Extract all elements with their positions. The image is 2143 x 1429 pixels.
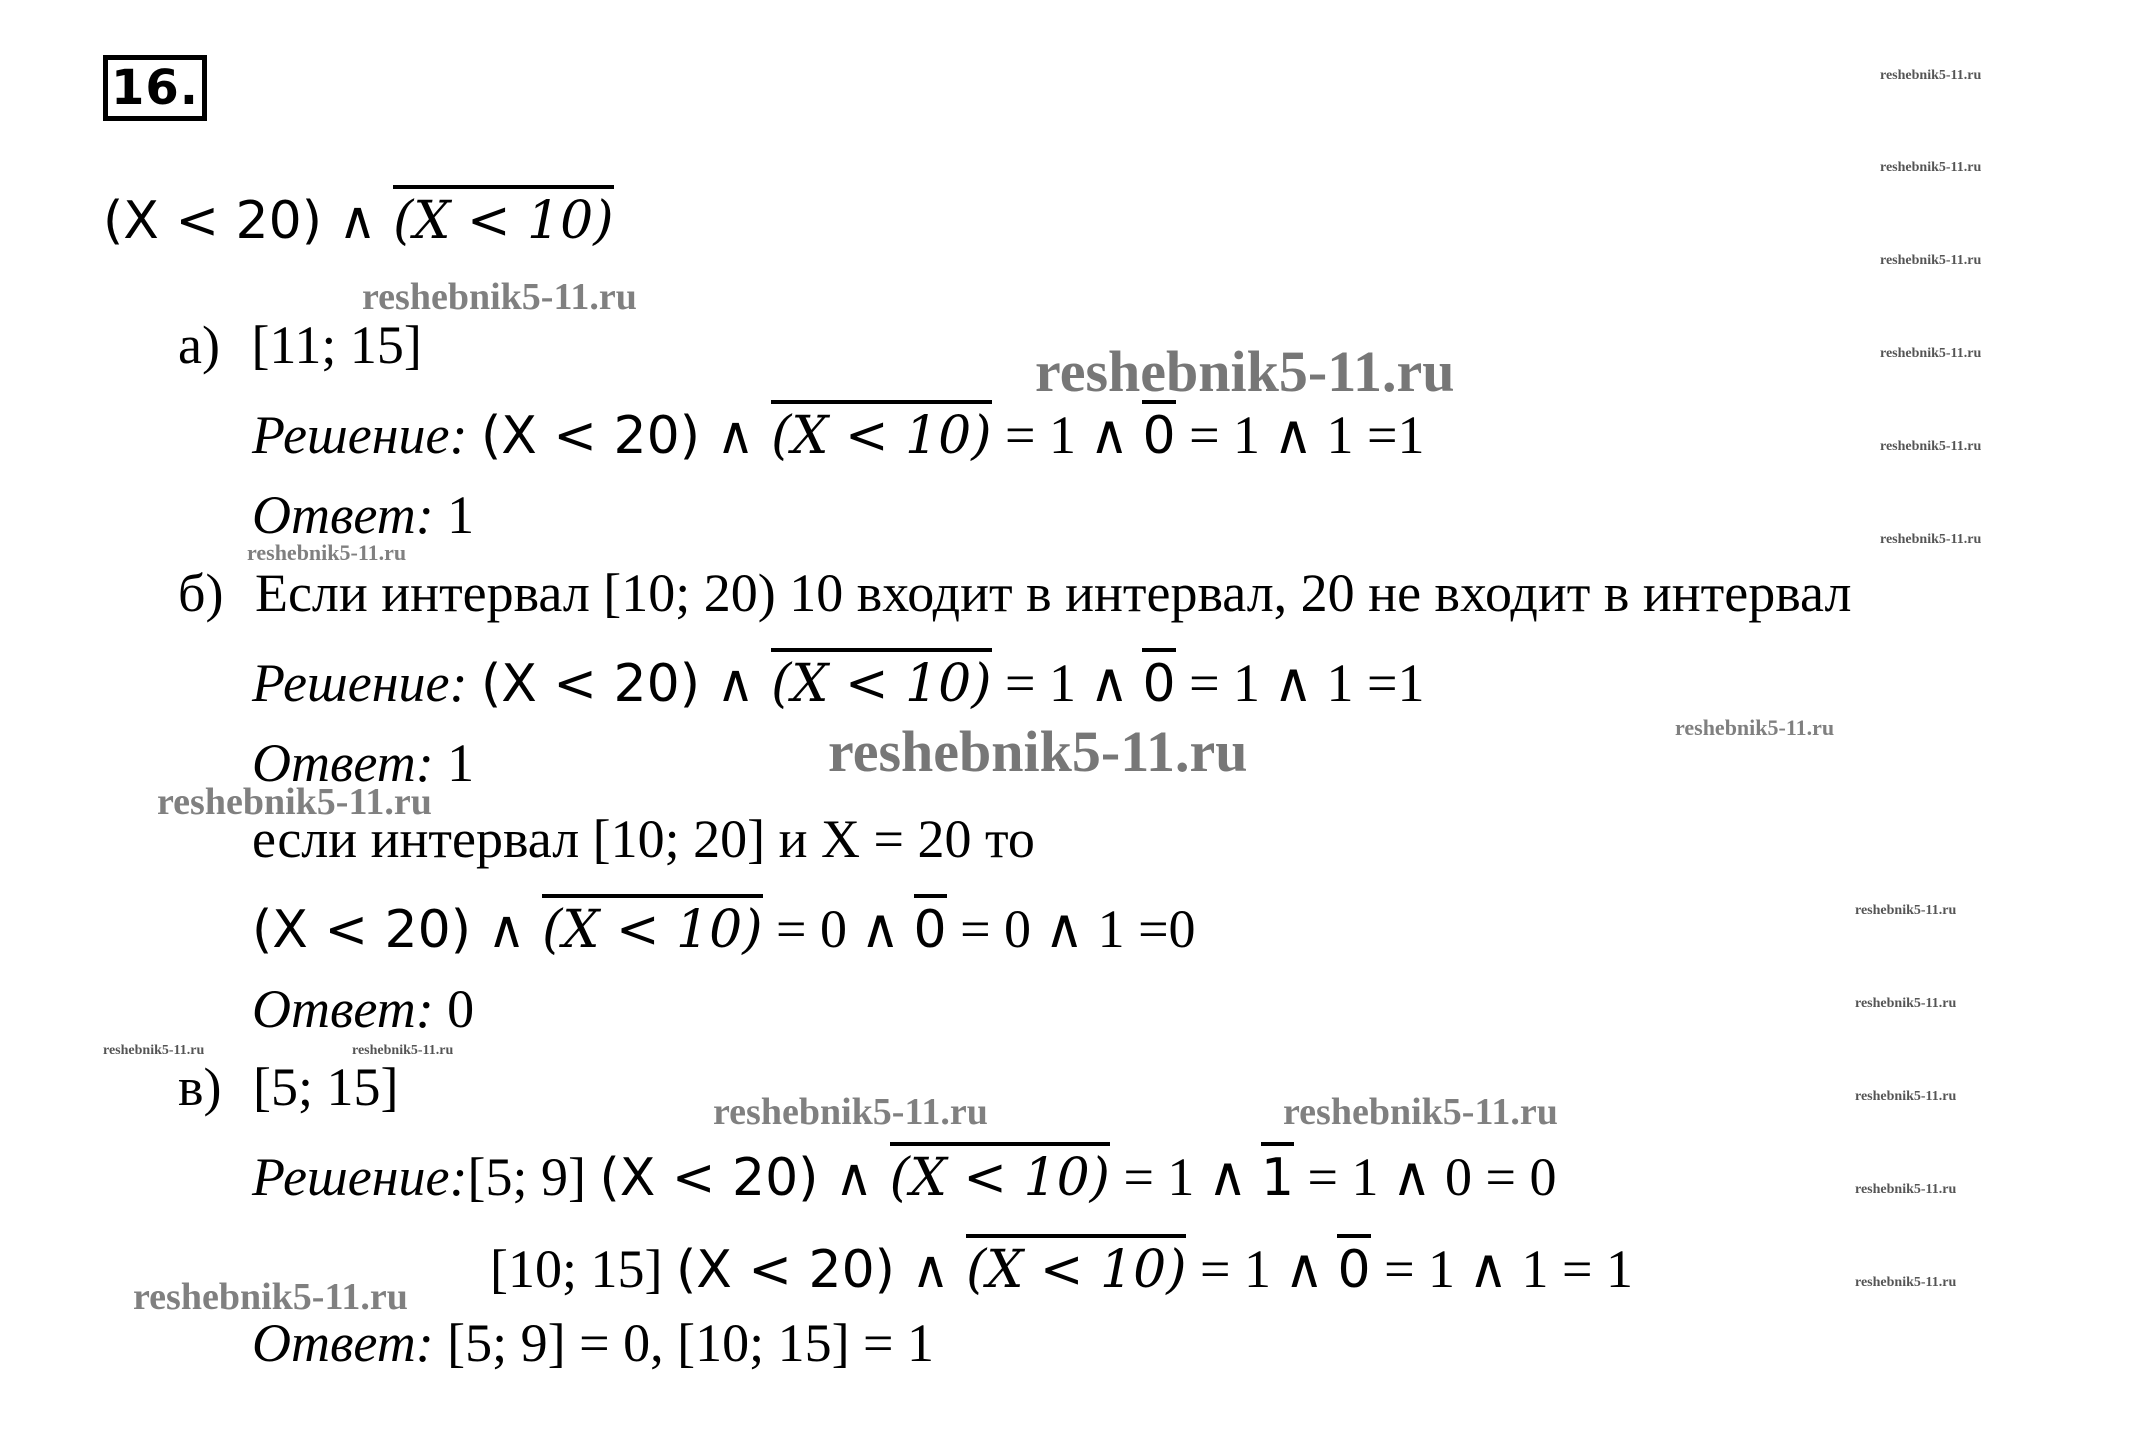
main-expression: (X < 20) ∧ (X < 10)	[103, 195, 614, 247]
part-b-answer-2: Ответ: 0	[252, 979, 475, 1039]
watermark: reshebnik5-11.ru	[1880, 253, 1982, 268]
part-a-answer: Ответ: 1	[252, 485, 475, 545]
watermark: reshebnik5-11.ru	[828, 719, 1248, 784]
watermark: reshebnik5-11.ru	[1880, 160, 1982, 175]
part-v-marker: в)	[178, 1057, 222, 1117]
watermark: reshebnik5-11.ru	[713, 1091, 988, 1133]
watermark: reshebnik5-11.ru	[1880, 532, 1982, 547]
watermark: reshebnik5-11.ru	[247, 540, 407, 565]
part-a-solution-label: Решение:	[252, 405, 468, 465]
part-v-solution-row-1: Решение:[5; 9] (X < 20) ∧ (X < 10) = 1 ∧ 1 = 1 ∧ 0 = 0	[252, 1150, 1556, 1204]
watermark: reshebnik5-11.ru	[1880, 68, 1982, 83]
watermark: reshebnik5-11.ru	[1855, 903, 1957, 918]
main-negation: (X < 10)	[393, 185, 613, 251]
watermark: reshebnik5-11.ru	[1035, 339, 1455, 404]
watermark: reshebnik5-11.ru	[103, 1043, 205, 1058]
watermark: reshebnik5-11.ru	[133, 1276, 408, 1318]
part-v-header	[178, 1057, 399, 1117]
problem-number: 16.	[103, 55, 207, 121]
part-b-answer-1: Ответ: 1	[252, 733, 475, 793]
part-b-text: Если интервал [10; 20) 10 входит в интервал, 20 не входит в интервал	[254, 563, 1852, 623]
part-b-marker: б)	[178, 563, 224, 623]
part-b-header	[178, 563, 1852, 623]
watermark: reshebnik5-11.ru	[1855, 1182, 1957, 1197]
watermark: reshebnik5-11.ru	[1855, 1089, 1957, 1104]
part-b-expression-2: (X < 20) ∧ (X < 10) = 0 ∧ 0 = 0 ∧ 1 =0	[252, 902, 1196, 956]
part-v-answer: Ответ: [5; 9] = 0, [10; 15] = 1	[252, 1313, 935, 1373]
part-a-solution: Решение: (X < 20) ∧ (X < 10) = 1 ∧ 0 = 1 ∧ 1 =1	[252, 408, 1425, 462]
part-v-solution-row-2: [10; 15] (X < 20) ∧ (X < 10) = 1 ∧ 0 = 1 ∧ 1 = 1	[490, 1242, 1633, 1296]
part-v-interval: [5; 15]	[252, 1057, 399, 1117]
part-a-header	[178, 315, 422, 375]
watermark: reshebnik5-11.ru	[1855, 1275, 1957, 1290]
watermark: reshebnik5-11.ru	[352, 1043, 454, 1058]
part-a-interval: [11; 15]	[251, 315, 422, 375]
watermark: reshebnik5-11.ru	[1283, 1091, 1558, 1133]
part-b-text-2: если интервал [10; 20] и X = 20 то	[252, 809, 1035, 869]
watermark: reshebnik5-11.ru	[157, 781, 432, 823]
watermark: reshebnik5-11.ru	[1675, 715, 1835, 740]
watermark: reshebnik5-11.ru	[1855, 996, 1957, 1011]
watermark: reshebnik5-11.ru	[1880, 346, 1982, 361]
watermark: reshebnik5-11.ru	[1880, 439, 1982, 454]
part-a-marker: а)	[178, 315, 220, 375]
part-b-solution: Решение: (X < 20) ∧ (X < 10) = 1 ∧ 0 = 1 ∧ 1 =1	[252, 656, 1425, 710]
watermark: reshebnik5-11.ru	[362, 276, 637, 318]
